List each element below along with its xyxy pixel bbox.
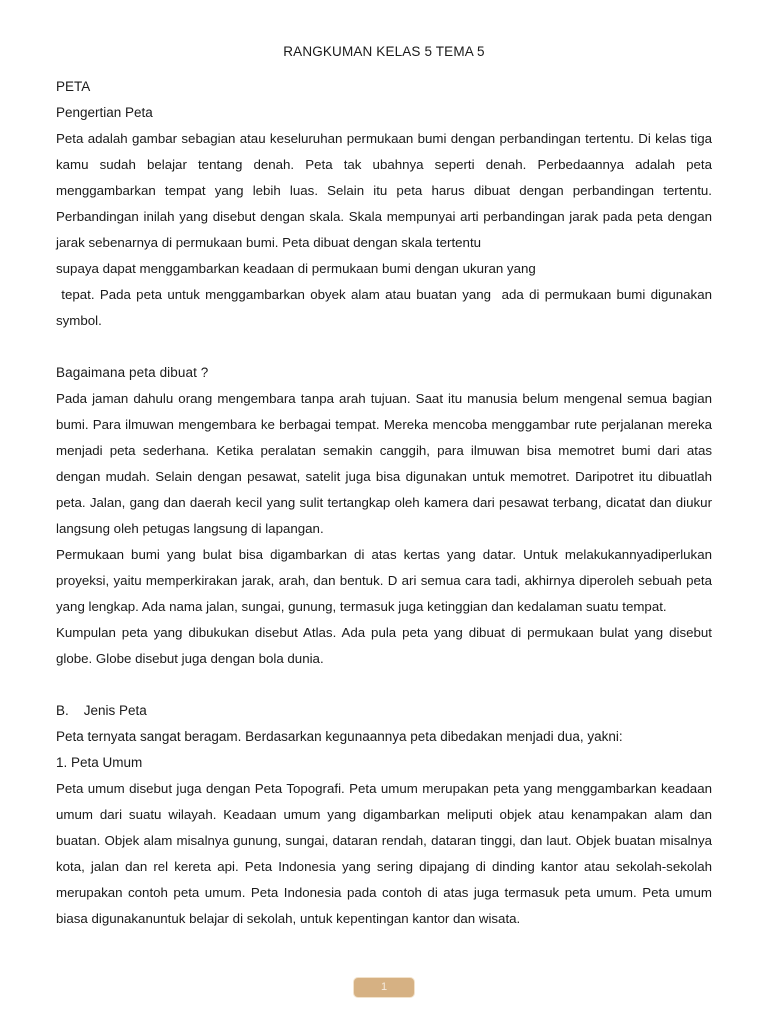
subheading-bagaimana-peta-dibuat: Bagaimana peta dibuat ?	[56, 365, 209, 381]
section-heading-peta: PETA	[56, 79, 91, 95]
page-footer	[0, 977, 768, 998]
paragraph-bagaimana-1: Pada jaman dahulu orang mengembara tanpa arah tujuan. Saat itu manusia belum mengenal semua bagian bumi. Para ilmuwan mengembara ke berbagai tempat. Mereka mencoba menggambar rute perjalanan mereka menjadi peta sederhana. Ketika peralatan semakin canggih, para ilmuwan bisa memotret bumi dari atas dengan mudah. Selain dengan pesawat, satelit juga bisa digunakan untuk memotret. Daripotret itu dibuatlah peta. Jalan, gang dan daerah kecil yang sulit tertangkap oleh kamera dari pesawat terbang, dicatat dan diukur langsung oleh petugas langsung di lapangan.	[56, 391, 712, 537]
page-number-badge: 1	[353, 977, 415, 998]
paragraph-pengertian-2: supaya dapat menggambarkan keadaan di permukaan bumi dengan ukuran yang	[56, 261, 536, 277]
paragraph-pengertian-3: tepat. Pada peta untuk menggambarkan obyek alam atau buatan yang ada di permukaan bumi digunakan symbol.	[56, 287, 716, 329]
document-title: RANGKUMAN KELAS 5 TEMA 5	[283, 44, 485, 59]
paragraph-spacer	[56, 334, 712, 360]
paragraph-bagaimana-2: Permukaan bumi yang bulat bisa digambarkan di atas kertas yang datar. Untuk melakukannyadiperlukan proyeksi, yaitu memperkirakan jarak, arah, dan bentuk. D ari semua cara tadi, akhirnya diperoleh sebuah peta yang lengkap. Ada nama jalan, sungai, gunung, termasuk juga ketinggian dan kedalaman suatu tempat.	[56, 547, 712, 615]
subheading-jenis-peta: B. Jenis Peta	[56, 703, 147, 719]
paragraph-pengertian-1: Peta adalah gambar sebagian atau keseluruhan permukaan bumi dengan perbandingan tertentu. Di kelas tiga kamu sudah belajar tentang denah. Peta tak ubahnya seperti denah. Perbedaannya adalah peta menggambarkan tempat yang lebih luas. Selain itu peta harus dibuat dengan perbandingan tertentu. Perbandingan inilah yang disebut dengan skala. Skala mempunyai arti perbandingan jarak pada peta dengan jarak sebenarnya di permukaan bumi. Peta dibuat dengan skala tertentu	[56, 131, 712, 251]
text-jenis-peta-intro: Peta ternyata sangat beragam. Berdasarkan kegunaannya peta dibedakan menjadi dua, yakni:	[56, 729, 623, 745]
paragraph-bagaimana-3: Kumpulan peta yang dibukukan disebut Atlas. Ada pula peta yang dibuat di permukaan bulat yang disebut globe. Globe disebut juga dengan bola dunia.	[56, 625, 712, 667]
paragraph-peta-umum: Peta umum disebut juga dengan Peta Topografi. Peta umum merupakan peta yang menggambarkan keadaan umum dari suatu wilayah. Keadaan umum yang digambarkan meliputi objek atau kenampakan alam dan buatan. Objek alam misalnya gunung, sungai, dataran rendah, dataran tinggi, dan laut. Objek buatan misalnya kota, jalan dan rel kereta api. Peta Indonesia yang sering dipajang di dinding kantor atau sekolah-sekolah merupakan contoh peta umum. Peta Indonesia pada contoh di atas juga termasuk peta umum. Peta umum biasa digunakanuntuk belajar di sekolah, untuk kepentingan kantor dan wisata.	[56, 781, 712, 927]
subheading-peta-umum: 1. Peta Umum	[56, 755, 143, 771]
subheading-pengertian-peta: Pengertian Peta	[56, 105, 153, 121]
section-spacer	[56, 672, 712, 698]
